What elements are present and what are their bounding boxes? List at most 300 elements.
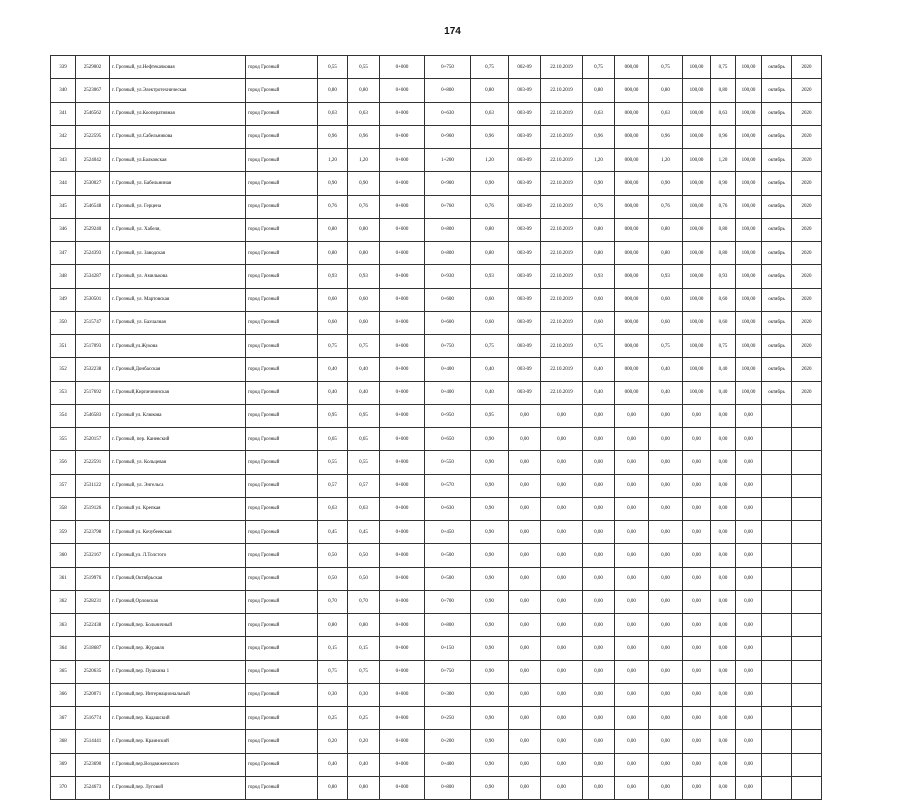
cell-accepted-percent: 100,00 [683,358,711,381]
cell-accepted-length: 0,60 [649,311,683,334]
cell-km-end: 0+150 [425,637,471,660]
cell-completed-percent: 0,00 [615,567,649,590]
cell-completed-percent: 000,00 [615,288,649,311]
cell-completed-percent: 0,00 [615,544,649,567]
cell-paid-percent: 0,00 [736,614,762,637]
cell-km-start: 0+000 [380,404,425,427]
cell-road-id: 2520635 [76,660,110,683]
cell-street-name: г. Грозный,пер. Журавля [110,637,246,660]
cell-km-start: 0+000 [380,474,425,497]
cell-road-id: 2524393 [76,242,110,265]
cell-km-start: 0+000 [380,753,425,776]
cell-year: 2020 [792,311,822,334]
cell-contract-date: 0,00 [541,637,583,660]
cell-km-start: 0+000 [380,79,425,102]
cell-paid-length: 0,75 [711,335,736,358]
cell-km-end: 0+800 [425,242,471,265]
cell-accepted-percent: 0,00 [683,730,711,753]
cell-completed-length: 0,60 [583,288,615,311]
cell-accepted-percent: 0,00 [683,707,711,730]
cell-accepted-length: 0,00 [649,497,683,520]
cell-paid-length: 0,96 [711,125,736,148]
table-row [51,428,822,451]
cell-town: город Грозный [246,56,318,79]
cell-length-total: 0,30 [318,683,348,706]
cell-completed-percent: 0,00 [615,637,649,660]
cell-km-start: 0+000 [380,311,425,334]
cell-km-end: 0+630 [425,497,471,520]
cell-contract-number: 003-09 [509,79,541,102]
cell-road-id: 2517093 [76,335,110,358]
cell-accepted-percent: 0,00 [683,567,711,590]
cell-street-name: г. Грозный,пер. Интернациональный [110,683,246,706]
cell-year: 2020 [792,56,822,79]
cell-completed-percent: 0,00 [615,428,649,451]
cell-completed-length: 0,00 [583,590,615,613]
cell-row-number: 342 [51,125,76,148]
cell-contract-number: 003-09 [509,311,541,334]
cell-accepted-length: 0,00 [649,614,683,637]
cell-contract-number: 0,00 [509,614,541,637]
cell-year [792,753,822,776]
cell-street-name: г. Грозный,ул.Жукова [110,335,246,358]
table-row [51,172,822,195]
cell-paid-percent: 0,00 [736,404,762,427]
cell-accepted-length: 0,75 [649,56,683,79]
cell-row-number: 364 [51,637,76,660]
cell-accepted-percent: 100,00 [683,242,711,265]
cell-repaired-length: 0,90 [471,451,509,474]
cell-year [792,544,822,567]
cell-year [792,404,822,427]
cell-road-id: 2530501 [76,288,110,311]
cell-km-start: 0+000 [380,218,425,241]
cell-road-id: 2532238 [76,358,110,381]
cell-town: город Грозный [246,707,318,730]
cell-km-end: 0+400 [425,358,471,381]
cell-accepted-percent: 100,00 [683,335,711,358]
cell-km-start: 0+000 [380,149,425,172]
cell-paid-percent: 0,00 [736,474,762,497]
cell-town: город Грозный [246,288,318,311]
cell-paid-percent: 0,00 [736,637,762,660]
cell-paid-length: 0,80 [711,79,736,102]
cell-road-id: 2522438 [76,614,110,637]
cell-town: город Грозный [246,195,318,218]
cell-contract-date: 22.10.2019 [541,56,583,79]
cell-length-total: 0,60 [318,288,348,311]
cell-km-end: 0+500 [425,544,471,567]
cell-repaired-length: 0,76 [471,195,509,218]
cell-street-name: г. Грозный, ул. Герцена [110,195,246,218]
cell-completed-percent: 000,00 [615,358,649,381]
table-row [51,637,822,660]
cell-paid-percent: 100,00 [736,149,762,172]
cell-completed-percent: 000,00 [615,125,649,148]
table-row [51,521,822,544]
cell-km-start: 0+000 [380,660,425,683]
cell-row-number: 359 [51,521,76,544]
cell-accepted-length: 0,80 [649,218,683,241]
table-row [51,195,822,218]
cell-street-name: г. Грозный ул. Крепкая [110,497,246,520]
cell-repaired-length: 0,90 [471,683,509,706]
cell-paid-length: 0,00 [711,428,736,451]
cell-contract-date: 22.10.2019 [541,149,583,172]
cell-contract-number: 003-09 [509,358,541,381]
cell-km-start: 0+000 [380,544,425,567]
cell-length-total: 0,93 [318,265,348,288]
cell-contract-date: 0,00 [541,567,583,590]
table-row [51,683,822,706]
cell-paid-length: 0,00 [711,614,736,637]
cell-completed-percent: 0,00 [615,614,649,637]
cell-paid-percent: 100,00 [736,381,762,404]
cell-contract-number: 0,00 [509,474,541,497]
cell-accepted-length: 0,00 [649,683,683,706]
cell-length-total: 0,40 [318,358,348,381]
cell-row-number: 348 [51,265,76,288]
cell-repaired-length: 0,40 [471,358,509,381]
cell-completed-length: 0,00 [583,753,615,776]
cell-completed-length: 0,76 [583,195,615,218]
cell-row-number: 354 [51,404,76,427]
cell-year [792,474,822,497]
cell-paid-percent: 0,00 [736,730,762,753]
cell-accepted-percent: 100,00 [683,218,711,241]
cell-length-total: 0,96 [318,125,348,148]
cell-month [762,776,792,799]
cell-paid-length: 0,80 [711,242,736,265]
cell-town: город Грозный [246,776,318,799]
cell-accepted-percent: 0,00 [683,590,711,613]
cell-length-total: 0,80 [318,242,348,265]
cell-town: город Грозный [246,335,318,358]
cell-paid-length: 0,00 [711,776,736,799]
cell-length-asphalt: 0,90 [348,172,380,195]
cell-km-end: 0+400 [425,753,471,776]
cell-road-id: 2546562 [76,102,110,125]
cell-contract-date: 0,00 [541,683,583,706]
cell-town: город Грозный [246,590,318,613]
cell-length-total: 0,95 [318,404,348,427]
cell-km-end: 0+930 [425,265,471,288]
table-row [51,79,822,102]
cell-town: город Грозный [246,660,318,683]
cell-paid-length: 0,00 [711,521,736,544]
cell-length-total: 0,50 [318,544,348,567]
cell-town: город Грозный [246,474,318,497]
cell-month [762,637,792,660]
cell-month [762,730,792,753]
cell-contract-date: 22.10.2019 [541,242,583,265]
cell-km-end: 1+200 [425,149,471,172]
cell-road-id: 2523798 [76,521,110,544]
cell-contract-number: 003-09 [509,288,541,311]
cell-completed-length: 0,75 [583,56,615,79]
cell-street-name: г. Грозный,пер. Краинский [110,730,246,753]
cell-street-name: г. Грозный, ул. Бабельниная [110,172,246,195]
cell-row-number: 345 [51,195,76,218]
cell-km-end: 0+800 [425,614,471,637]
cell-contract-number: 0,00 [509,776,541,799]
cell-year [792,497,822,520]
cell-year: 2020 [792,195,822,218]
cell-completed-percent: 0,00 [615,776,649,799]
cell-town: город Грозный [246,311,318,334]
cell-completed-length: 0,40 [583,381,615,404]
table-row [51,381,822,404]
cell-completed-length: 0,00 [583,428,615,451]
cell-row-number: 369 [51,753,76,776]
table-row [51,218,822,241]
cell-repaired-length: 0,90 [471,637,509,660]
cell-contract-number: 003-09 [509,265,541,288]
table-row [51,660,822,683]
cell-month [762,707,792,730]
cell-accepted-percent: 0,00 [683,404,711,427]
cell-road-id: 2528231 [76,590,110,613]
cell-completed-percent: 0,00 [615,474,649,497]
cell-street-name: г. Грозный,пер. Пушкина 1 [110,660,246,683]
cell-street-name: г. Грозный, ул. Хабеля, [110,218,246,241]
cell-road-id: 2517692 [76,381,110,404]
cell-completed-length: 0,80 [583,242,615,265]
cell-month [762,683,792,706]
cell-road-id: 2546583 [76,404,110,427]
table-row [51,451,822,474]
cell-row-number: 363 [51,614,76,637]
cell-paid-length: 0,00 [711,660,736,683]
cell-year [792,637,822,660]
cell-accepted-percent: 0,00 [683,660,711,683]
cell-accepted-percent: 100,00 [683,288,711,311]
cell-month: октябрь [762,288,792,311]
cell-year [792,567,822,590]
table-row [51,125,822,148]
cell-length-asphalt: 0,40 [348,358,380,381]
cell-accepted-percent: 0,00 [683,544,711,567]
cell-month [762,590,792,613]
cell-row-number: 361 [51,567,76,590]
cell-town: город Грозный [246,730,318,753]
cell-town: город Грозный [246,125,318,148]
cell-completed-length: 0,96 [583,125,615,148]
cell-accepted-percent: 0,00 [683,451,711,474]
cell-completed-percent: 0,00 [615,451,649,474]
cell-km-start: 0+000 [380,125,425,148]
cell-repaired-length: 0,90 [471,753,509,776]
cell-km-end: 0+800 [425,79,471,102]
cell-accepted-percent: 100,00 [683,195,711,218]
cell-row-number: 351 [51,335,76,358]
cell-completed-percent: 0,00 [615,730,649,753]
cell-paid-length: 0,00 [711,707,736,730]
cell-accepted-percent: 0,00 [683,776,711,799]
cell-contract-date: 22.10.2019 [541,79,583,102]
cell-road-id: 2515747 [76,311,110,334]
cell-repaired-length: 0,60 [471,288,509,311]
cell-month: октябрь [762,125,792,148]
cell-length-asphalt: 0,15 [348,637,380,660]
cell-length-asphalt: 0,20 [348,730,380,753]
cell-completed-length: 0,00 [583,521,615,544]
cell-repaired-length: 0,80 [471,242,509,265]
cell-length-total: 0,20 [318,730,348,753]
cell-km-end: 0+950 [425,404,471,427]
cell-paid-percent: 0,00 [736,776,762,799]
table-row [51,730,822,753]
cell-street-name: г. Грозный,Октябрьская [110,567,246,590]
cell-accepted-length: 0,63 [649,102,683,125]
table-row [51,404,822,427]
cell-paid-percent: 0,00 [736,497,762,520]
cell-road-id: 2518687 [76,637,110,660]
cell-contract-number: 0,00 [509,730,541,753]
cell-completed-percent: 0,00 [615,660,649,683]
cell-length-asphalt: 0,80 [348,776,380,799]
cell-km-start: 0+000 [380,614,425,637]
cell-town: город Грозный [246,358,318,381]
cell-contract-number: 0,00 [509,451,541,474]
cell-repaired-length: 0,90 [471,428,509,451]
cell-accepted-length: 0,00 [649,544,683,567]
cell-year: 2020 [792,172,822,195]
cell-completed-length: 0,90 [583,172,615,195]
table-row [51,497,822,520]
cell-km-end: 0+400 [425,381,471,404]
cell-year [792,683,822,706]
cell-accepted-percent: 0,00 [683,753,711,776]
cell-row-number: 340 [51,79,76,102]
cell-row-number: 352 [51,358,76,381]
cell-road-id: 2531122 [76,474,110,497]
cell-accepted-length: 0,00 [649,753,683,776]
cell-contract-date: 22.10.2019 [541,265,583,288]
cell-completed-percent: 0,00 [615,521,649,544]
cell-town: город Грозный [246,79,318,102]
cell-month: октябрь [762,218,792,241]
cell-month [762,521,792,544]
cell-completed-length: 0,60 [583,311,615,334]
cell-paid-percent: 0,00 [736,753,762,776]
cell-repaired-length: 0,90 [471,730,509,753]
cell-contract-date: 0,00 [541,730,583,753]
cell-km-end: 0+800 [425,776,471,799]
cell-paid-percent: 100,00 [736,265,762,288]
cell-street-name: г. Грозный, пер. Каневский [110,428,246,451]
cell-accepted-length: 0,00 [649,404,683,427]
cell-contract-date: 0,00 [541,497,583,520]
cell-contract-number: 0,00 [509,637,541,660]
cell-contract-number: 0,00 [509,683,541,706]
cell-length-total: 0,15 [318,637,348,660]
cell-street-name: г. Грозный,ул. Л.Толстого [110,544,246,567]
cell-contract-date: 0,00 [541,474,583,497]
cell-repaired-length: 0,90 [471,590,509,613]
cell-paid-percent: 100,00 [736,311,762,334]
cell-length-asphalt: 0,80 [348,79,380,102]
cell-contract-number: 003-09 [509,195,541,218]
cell-road-id: 2523690 [76,753,110,776]
cell-contract-date: 0,00 [541,404,583,427]
cell-accepted-percent: 100,00 [683,102,711,125]
cell-paid-length: 0,76 [711,195,736,218]
cell-km-start: 0+000 [380,707,425,730]
cell-completed-percent: 0,00 [615,707,649,730]
cell-year: 2020 [792,335,822,358]
cell-row-number: 353 [51,381,76,404]
table-row [51,474,822,497]
table-row [51,288,822,311]
cell-repaired-length: 1,20 [471,149,509,172]
cell-completed-length: 0,80 [583,79,615,102]
cell-accepted-percent: 0,00 [683,497,711,520]
cell-length-asphalt: 0,57 [348,474,380,497]
cell-completed-length: 0,63 [583,102,615,125]
cell-paid-length: 0,00 [711,451,736,474]
cell-completed-length: 0,00 [583,451,615,474]
cell-contract-date: 0,00 [541,614,583,637]
cell-road-id: 2522591 [76,451,110,474]
cell-km-end: 0+500 [425,567,471,590]
cell-road-id: 2516774 [76,707,110,730]
cell-year: 2020 [792,125,822,148]
cell-accepted-percent: 0,00 [683,428,711,451]
cell-road-id: 2520157 [76,428,110,451]
cell-paid-percent: 100,00 [736,218,762,241]
cell-month [762,404,792,427]
cell-km-start: 0+000 [380,358,425,381]
cell-completed-length: 0,75 [583,335,615,358]
cell-length-asphalt: 0,60 [348,311,380,334]
cell-completed-percent: 0,00 [615,683,649,706]
cell-repaired-length: 0,90 [471,474,509,497]
cell-km-start: 0+000 [380,242,425,265]
cell-repaired-length: 0,96 [471,125,509,148]
cell-year [792,730,822,753]
cell-row-number: 367 [51,707,76,730]
cell-year: 2020 [792,102,822,125]
table-row [51,544,822,567]
cell-km-end: 0+760 [425,195,471,218]
cell-road-id: 2529240 [76,218,110,241]
cell-contract-number: 0,00 [509,497,541,520]
cell-length-total: 0,55 [318,451,348,474]
table-row [51,590,822,613]
cell-completed-percent: 000,00 [615,195,649,218]
cell-paid-length: 0,00 [711,404,736,427]
cell-contract-number: 003-09 [509,335,541,358]
cell-contract-date: 22.10.2019 [541,358,583,381]
cell-street-name: г. Грозный, ул. Энгельса [110,474,246,497]
cell-completed-length: 0,00 [583,730,615,753]
cell-completed-percent: 000,00 [615,172,649,195]
cell-length-asphalt: 0,30 [348,683,380,706]
cell-length-asphalt: 0,80 [348,614,380,637]
cell-length-total: 1,20 [318,149,348,172]
cell-contract-date: 22.10.2019 [541,172,583,195]
cell-km-start: 0+000 [380,637,425,660]
cell-month [762,428,792,451]
cell-year: 2020 [792,288,822,311]
cell-road-id: 2522595 [76,125,110,148]
cell-km-start: 0+000 [380,451,425,474]
cell-paid-percent: 100,00 [736,56,762,79]
cell-year [792,614,822,637]
cell-accepted-length: 0,00 [649,521,683,544]
cell-contract-number: 0,00 [509,753,541,776]
